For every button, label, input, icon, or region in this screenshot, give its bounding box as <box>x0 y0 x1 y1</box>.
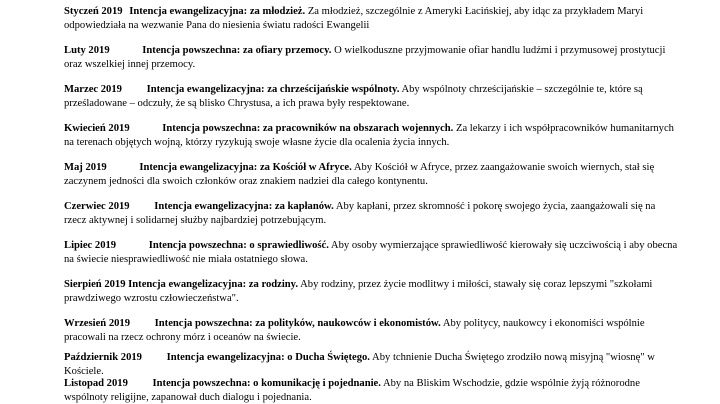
entry-text: Aby wspólnoty chrześcijańskie – szczególnie te, które są prześladowane – odczuły, że są blisko Chrystusa, a ich prawa były respektowane. <box>64 84 643 109</box>
entry-month: Wrzesień 2019 <box>64 318 131 329</box>
entry-intention: Intencja ewangelizacyjna: za kapłanów. <box>154 201 334 212</box>
entry-intention: Intencja ewangelizacyjna: o Ducha Świętego. <box>166 352 370 363</box>
entry-text: Aby na Bliskim Wschodzie, gdzie wspólnie żyją różnorodne wspólnoty religijne, zapanował duch dialogu i pojednania. <box>64 378 640 403</box>
entry-intention: Intencja powszechna: za polityków, naukowców i ekonomistów. <box>154 318 441 329</box>
entry-october <box>64 351 680 378</box>
entry-intention: Intencja ewangelizacyjna: za młodzież. <box>129 6 306 17</box>
entry-intention: Intencja ewangelizacyjna: za rodziny. <box>128 279 299 290</box>
entry-may <box>64 161 680 188</box>
entry-august <box>64 278 680 305</box>
entry-month: Czerwiec 2019 <box>64 201 130 212</box>
entry-text: Za młodzież, szczególnie z Ameryki Łacińskiej, aby idąc za przykładem Maryi odpowiedziała na wezwanie Pana do niesienia światu radości Ewangelii <box>64 6 644 31</box>
entry-march <box>64 83 680 110</box>
entry-intention: Intencja powszechna: o sprawiedliwość. <box>148 240 329 251</box>
entry-intention: Intencja powszechna: o komunikację i pojednanie. <box>152 378 381 389</box>
entry-month: Lipiec 2019 <box>64 240 117 251</box>
entry-text: Aby Kościół w Afryce, przez zaangażowanie swoich wiernych, stał się zaczynem jedności dla swoich członków oraz znakiem nadziei dla całego kontynentu. <box>64 162 655 187</box>
entry-intention: Intencja ewangelizacyjna: za chrześcijańskie wspólnoty. <box>146 84 400 95</box>
entry-text: Aby rodziny, przez życie modlitwy i miłości, stawały się coraz lepszymi "szkołami prawdziwego wzrostu człowieczeństwa". <box>64 279 653 304</box>
entry-text: Za lekarzy i ich współpracowników humanitarnych na terenach objętych wojną, którzy ryzykują swoje własne życie dla ocalenia życia innych. <box>64 123 674 148</box>
entry-month: Styczeń 2019 <box>64 6 123 17</box>
entry-september <box>64 317 680 344</box>
entry-month: Kwiecień 2019 <box>64 123 130 134</box>
entry-text: Aby politycy, naukowcy i ekonomiści wspólnie pracowali na rzecz ochrony mórz i oceanów na świecie. <box>64 318 645 343</box>
entry-month: Sierpień 2019 <box>64 279 126 290</box>
entry-text: Aby kapłani, przez skromność i pokorę swojego życia, zaangażowali się na rzecz aktywnej i solidarnej służby najbardziej potrzebującym. <box>64 201 656 226</box>
entry-intention: Intencja powszechna: za pracowników na obszarach wojennych. <box>162 123 454 134</box>
entry-april <box>64 122 680 149</box>
entry-month: Listopad 2019 <box>64 378 128 389</box>
entry-january <box>64 5 680 32</box>
entry-intention: Intencja powszechna: za ofiary przemocy. <box>142 45 332 56</box>
entry-june <box>64 200 680 227</box>
entry-month: Luty 2019 <box>64 45 110 56</box>
entry-text: Aby osoby wymierzające sprawiedliwość kierowały się uczciwością i aby obecna na świecie niesprawiedliwość nie miała ostatniego słowa. <box>64 240 678 265</box>
entry-month: Marzec 2019 <box>64 84 122 95</box>
entry-text: Aby tchnienie Ducha Świętego zrodziło nową misyjną "wiosnę" w Kościele. <box>64 352 655 377</box>
entry-month: Październik 2019 <box>64 352 142 363</box>
entry-month: Maj 2019 <box>64 162 107 173</box>
entry-text: O wielkoduszne przyjmowanie ofiar handlu ludźmi i przymusowej prostytucji oraz wszelkiej innej przemocy. <box>64 45 666 70</box>
entry-july <box>64 239 680 266</box>
entry-intention: Intencja ewangelizacyjna: za Kościół w Afryce. <box>139 162 352 173</box>
entry-february <box>64 44 680 71</box>
